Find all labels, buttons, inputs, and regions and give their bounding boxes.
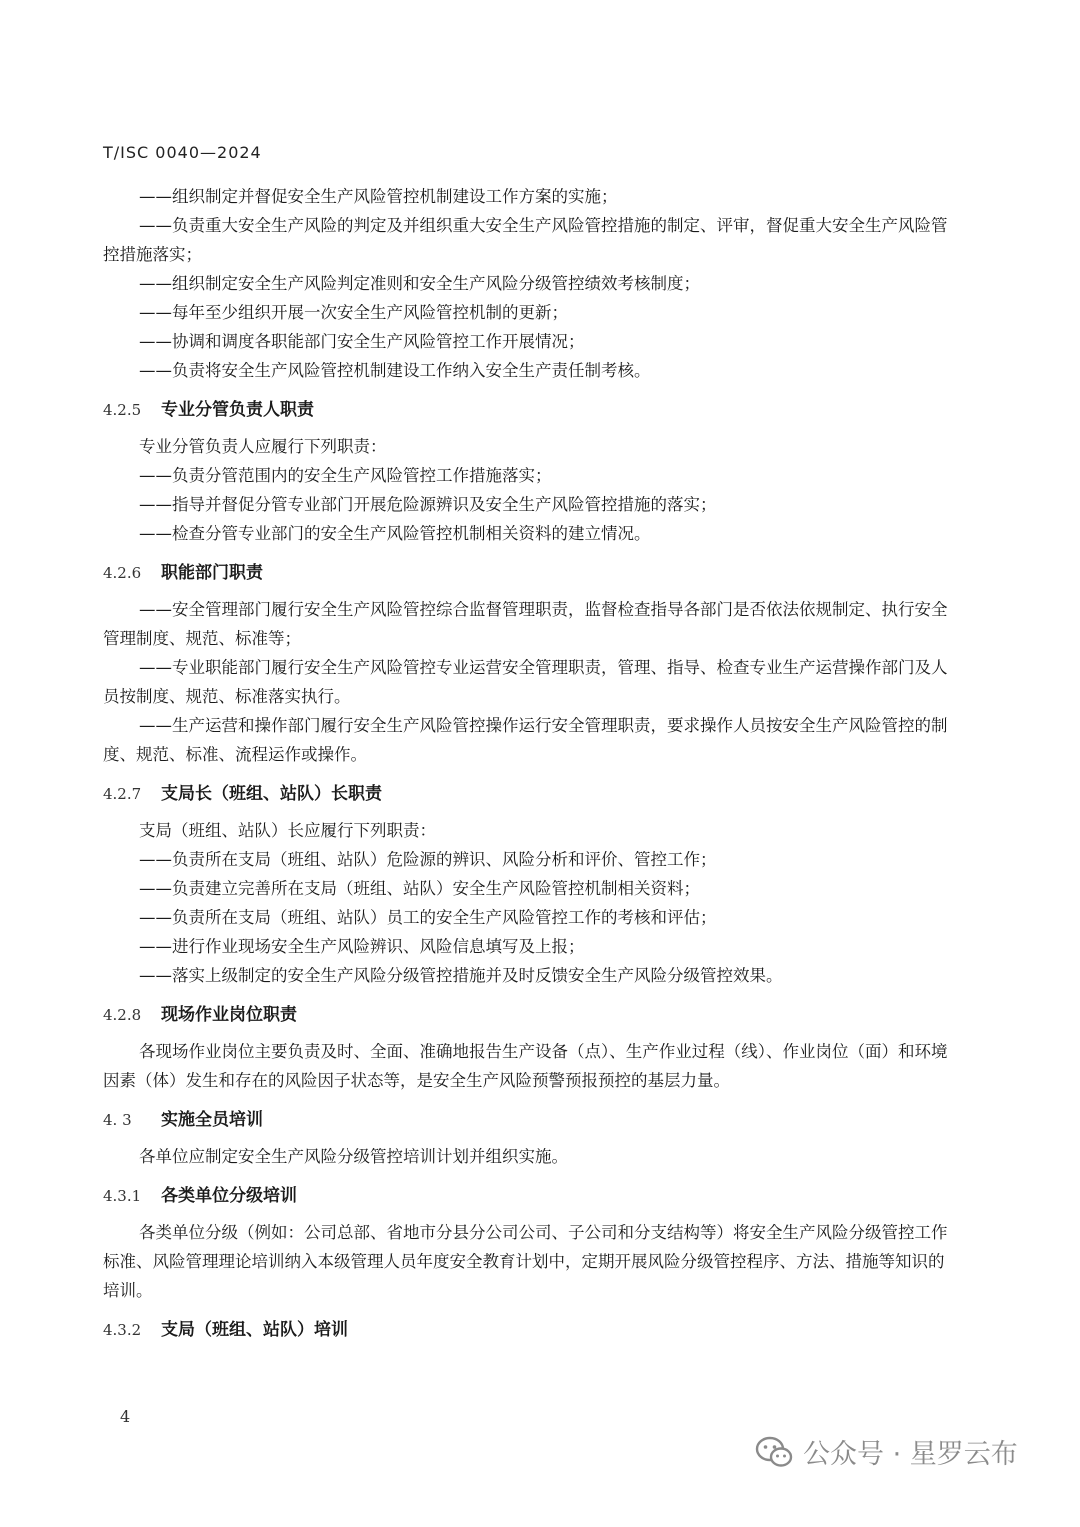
list-item: ——检查分管专业部门的安全生产风险管控机制相关资料的建立情况。 [139,524,651,543]
section-title: 专业分管负责人职责 [161,400,314,420]
section-title: 支局长（班组、站队）长职责 [161,784,382,804]
list-item: ——负责所在支局（班组、站队）员工的安全生产风险管控工作的考核和评估； [139,908,717,927]
section-title: 支局（班组、站队）培训 [161,1320,348,1340]
page-number: 4 [120,1407,131,1426]
section-title: 职能部门职责 [161,563,263,583]
section-heading [103,559,953,588]
list-item: ——负责建立完善所在支局（班组、站队）安全生产风险管控机制相关资料； [139,879,700,898]
list-item: 专业分管负责人应履行下列职责： [139,437,387,456]
list-item: ——负责所在支局（班组、站队）危险源的辨识、风险分析和评价、管控工作； [139,850,717,869]
section-number: 4.3.1 [103,1187,142,1205]
list-item: 各现场作业岗位主要负责及时、全面、准确地报告生产设备（点）、生产作业过程（线）、作业岗位（面）和环境因素（体）发生和存在的风险因子状态等，是安全生产风险预警预报预控的基层力量。 [103,1042,948,1090]
section-title: 各类单位分级培训 [161,1186,297,1206]
section-number: 4.2.7 [103,785,142,803]
document-body [103,182,953,1352]
section-heading [103,1001,953,1030]
section-title: 现场作业岗位职责 [161,1005,297,1025]
watermark [755,1432,1018,1471]
section-heading [103,396,953,425]
section-number: 4.3.2 [103,1321,142,1339]
section-number: 4.2.5 [103,401,142,419]
list-item: ——生产运营和操作部门履行安全生产风险管控操作运行安全管理职责，要求操作人员按安全生产风险管控的制度、规范、标准、流程运作或操作。 [103,716,948,764]
list-item: ——专业职能部门履行安全生产风险管控专业运营安全管理职责，管理、指导、检查专业生产运营操作部门及人员按制度、规范、标准落实执行。 [103,658,948,706]
list-item: 各类单位分级（例如：公司总部、省地市分县分公司公司、子公司和分支结构等）将安全生产风险分级管控工作标准、风险管理理论培训纳入本级管理人员年度安全教育计划中，定期开展风险分级管控程序、方法、措施等知识的培训。 [103,1223,948,1300]
list-item: 支局（班组、站队）长应履行下列职责： [139,821,436,840]
list-item: ——进行作业现场安全生产风险辨识、风险信息填写及上报； [139,937,585,956]
list-item: ——安全管理部门履行安全生产风险管控综合监督管理职责，监督检查指导各部门是否依法依规制定、执行安全管理制度、规范、标准等； [103,600,948,648]
document-code: T/ISC 0040—2024 [103,143,262,162]
wechat-icon [755,1435,793,1469]
list-item: ——负责分管范围内的安全生产风险管控工作措施落实； [139,466,552,485]
list-item: ——负责将安全生产风险管控机制建设工作纳入安全生产责任制考核。 [139,361,651,380]
section-number: 4.2.6 [103,564,142,582]
list-item: ——组织制定安全生产风险判定准则和安全生产风险分级管控绩效考核制度； [139,274,700,293]
list-item: ——组织制定并督促安全生产风险管控机制建设工作方案的实施； [139,187,618,206]
section-heading [103,780,953,809]
section-number: 4. 3 [103,1111,132,1129]
list-item: ——每年至少组织开展一次安全生产风险管控机制的更新； [139,303,568,322]
section-title: 实施全员培训 [161,1110,263,1130]
list-item: ——负责重大安全生产风险的判定及并组织重大安全生产风险管控措施的制定、评审，督促重大安全生产风险管控措施落实； [103,216,948,264]
section-heading [103,1106,953,1135]
watermark-text: 公众号 · 星罗云布 [803,1439,1018,1470]
section-heading [103,1182,953,1211]
list-item: ——落实上级制定的安全生产风险分级管控措施并及时反馈安全生产风险分级管控效果。 [139,966,783,985]
list-item: ——指导并督促分管专业部门开展危险源辨识及安全生产风险管控措施的落实； [139,495,717,514]
list-item: ——协调和调度各职能部门安全生产风险管控工作开展情况； [139,332,585,351]
section-number: 4.2.8 [103,1006,142,1024]
section-heading [103,1316,953,1345]
list-item: 各单位应制定安全生产风险分级管控培训计划并组织实施。 [139,1147,568,1166]
